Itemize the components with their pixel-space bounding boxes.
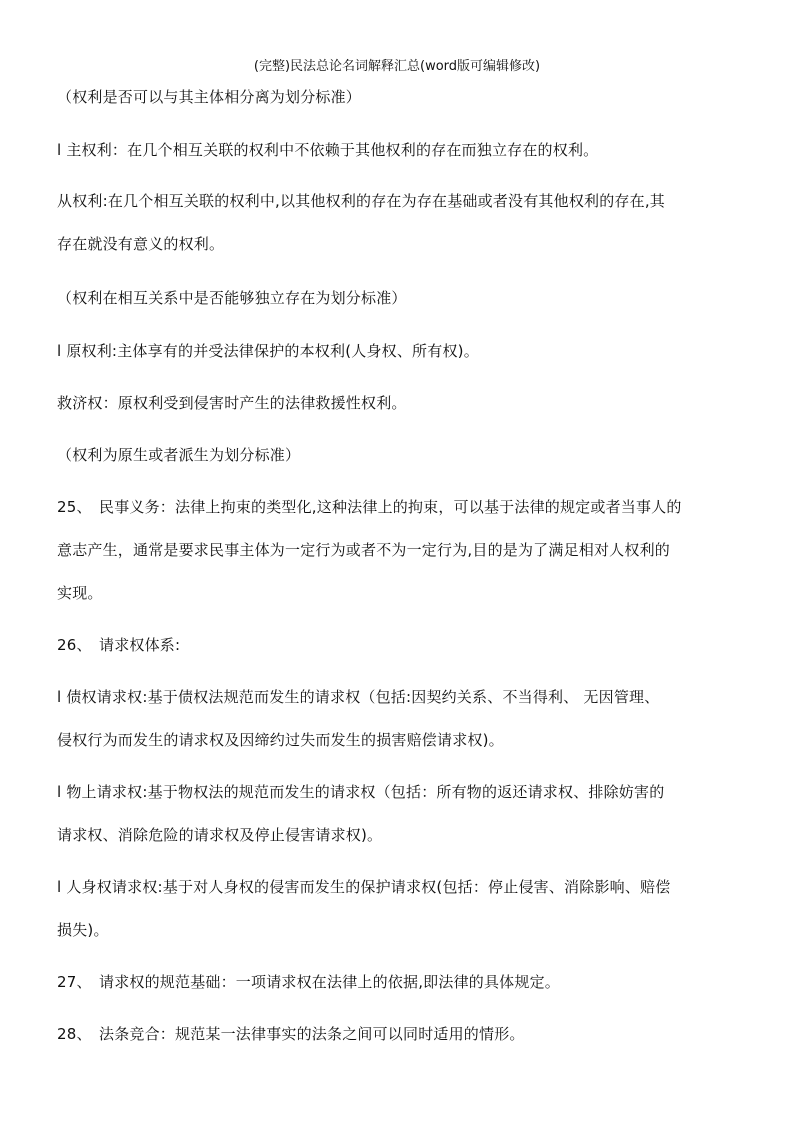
body-line: （权利为原生或者派生为划分标准） [57,446,301,464]
item-number: 27、 [57,973,92,991]
item-number: 25、 [57,498,92,516]
item-number: 28、 [57,1025,92,1043]
body-line: 损失)。 [57,921,109,939]
item-text: 法条竞合：规范某一法律事实的法条之间可以同时适用的情形。 [99,1025,525,1043]
body-line: 从权利:在几个相互关联的权利中,以其他权利的存在为存在基础或者没有其他权利的存在,其 [57,192,665,210]
body-line: 实现。 [57,584,103,602]
item-number: 26、 [57,636,92,654]
list-item-26 [57,634,747,656]
body-line: 存在就没有意义的权利。 [57,235,225,253]
item-text: 请求权的规范基础：一项请求权在法律上的依据,即法律的具体规定。 [99,973,560,991]
body-line: l 物上请求权:基于物权法的规范而发生的请求权（包括：所有物的返还请求权、排除妨害的 [57,783,665,801]
list-item-28 [57,1023,747,1045]
body-line: （权利是否可以与其主体相分离为划分标准） [57,88,362,106]
item-text: 民事义务：法律上拘束的类型化,这种法律上的拘束，可以基于法律的规定或者当事人的 [99,498,682,516]
list-item-25 [57,496,747,518]
list-item-27 [57,971,747,993]
body-line: （权利在相互关系中是否能够独立存在为划分标准） [57,289,407,307]
body-line: 救济权：原权利受到侵害时产生的法律救援性权利。 [57,394,407,412]
body-line: l 债权请求权:基于债权法规范而发生的请求权（包括:因契约关系、不当得利、 无因管理、 [57,688,660,706]
document-header: (完整)民法总论名词解释汇总(word版可编辑修改) [253,59,541,74]
body-line: 侵权行为而发生的请求权及因缔约过失而发生的损害赔偿请求权)。 [57,731,504,749]
body-line: l 人身权请求权:基于对人身权的侵害而发生的保护请求权(包括：停止侵害、消除影响、赔偿 [57,878,671,896]
body-line: 意志产生，通常是要求民事主体为一定行为或者不为一定行为,目的是为了满足相对人权利的 [57,541,670,559]
body-line: 请求权、消除危险的请求权及停止侵害请求权)。 [57,826,383,844]
body-line: l 主权利：在几个相互关联的权利中不依赖于其他权利的存在而独立存在的权利。 [57,141,599,159]
body-line: l 原权利:主体享有的并受法律保护的本权利(人身权、所有权)。 [57,342,479,360]
item-text: 请求权体系: [99,636,181,654]
